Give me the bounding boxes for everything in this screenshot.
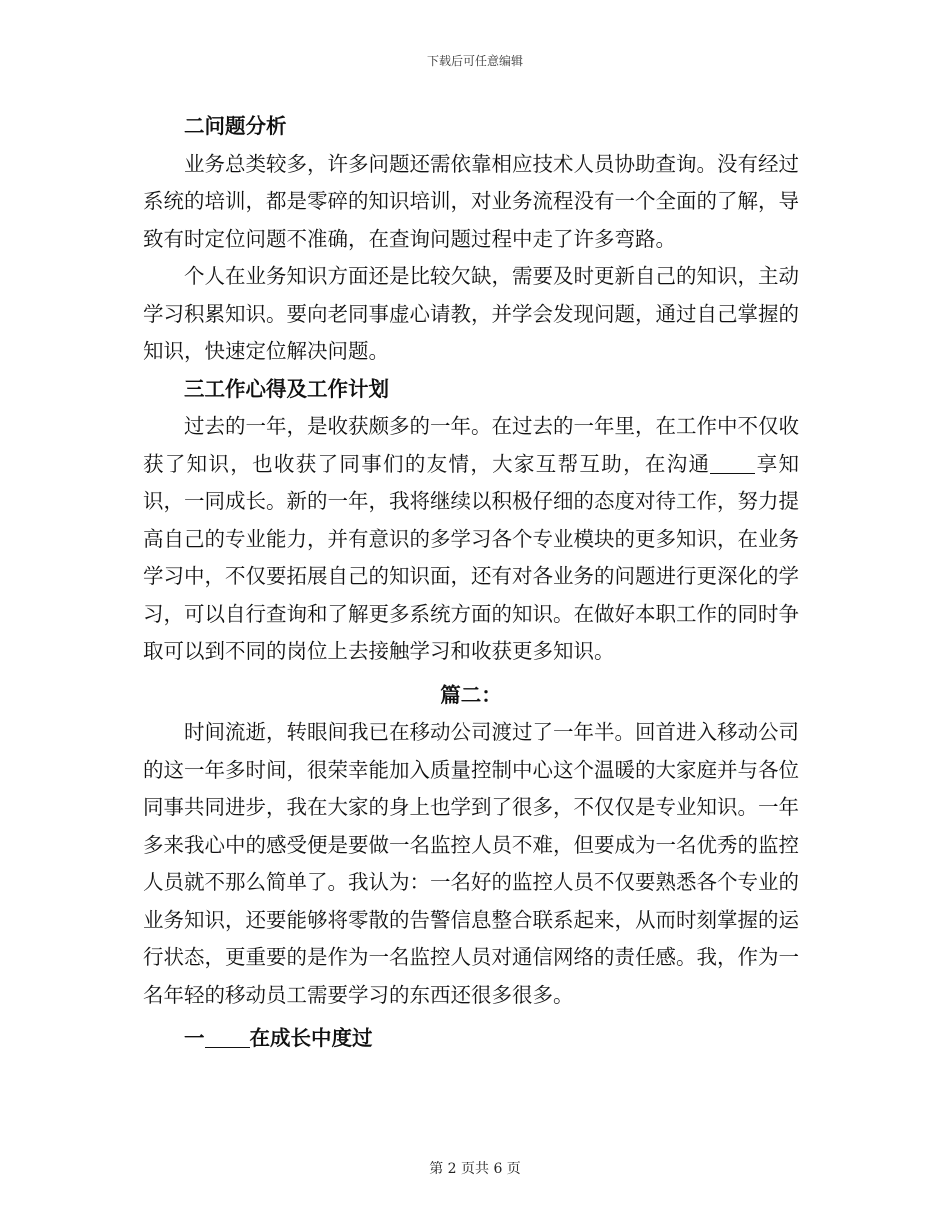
heading-blank bbox=[205, 1027, 250, 1049]
fill-blank bbox=[710, 452, 755, 474]
section-heading-problem-analysis: 二问题分析 bbox=[184, 114, 287, 138]
section-heading-work-plan: 三工作心得及工作计划 bbox=[184, 376, 389, 401]
heading-number: 一 bbox=[184, 1026, 205, 1050]
page-header: 下载后可任意编辑 bbox=[426, 54, 523, 68]
paragraph-time-passes: 时间流逝，转眼间我已在移动公司渡过了一年半。回首进入移动公司的这一年多时间，很荣幸能加入质量控制中心这个温暖的大家庭并与各位同事共同进步，我在大家的身上也学到了很多，不仅仅是专业知识。一年多来我心中的感受便是要做一名监控人员不难，但要成为一名优秀的监控人员就不那么简单了。我认为：一名好的监控人员不仅要熟悉各个专业的业务知识，还要能够将零散的告警信息整合联系起来，从而时刻掌握的运行状态，更重要的是作为一名监控人员对通信网络的责任感。我，作为一名年轻的移动员工需要学习的东西还很多很多。 bbox=[143, 720, 799, 1007]
paragraph-past-year-part-a: 过去的一年，是收获颇多的一年。在过去的一年里，在工作中不仅收获了知识，也收获了同事们的友情，大家互帮互助，在沟通 bbox=[143, 414, 799, 476]
paragraph-personal-knowledge: 个人在业务知识方面还是比较欠缺，需要及时更新自己的知识，主动学习积累知识。要向老同事虚心请教，并学会发现问题，通过自己掌握的知识，快速定位解决问题。 bbox=[143, 264, 799, 363]
part-two-title: 篇二： bbox=[440, 682, 502, 707]
page-footer: 第 2 页共 6 页 bbox=[429, 1161, 521, 1177]
section-heading-growing bbox=[143, 1020, 799, 1058]
paragraph-past-year bbox=[143, 408, 799, 671]
paragraph-past-year-part-b: 享知识，一同成长。新的一年，我将继续以积极仔细的态度对待工作，努力提高自己的专业能力，并有意识的多学习各个专业模块的更多知识，在业务学习中，不仅要拓展自己的知识面，还有对各业务的问题进行更深化的学习，可以自行查询和了解更多系统方面的知识。在做好本职工作的同时争取可以到不同的岗位上去接触学习和收获更多知识。 bbox=[143, 451, 800, 663]
paragraph-business-types: 业务总类较多，许多问题还需依靠相应技术人员协助查询。没有经过系统的培训，都是零碎的知识培训，对业务流程没有一个全面的了解，导致有时定位问题不准确，在查询问题过程中走了许多弯路。 bbox=[143, 151, 799, 251]
heading-text: 在成长中度过 bbox=[249, 1026, 373, 1050]
document-body bbox=[143, 108, 799, 1058]
